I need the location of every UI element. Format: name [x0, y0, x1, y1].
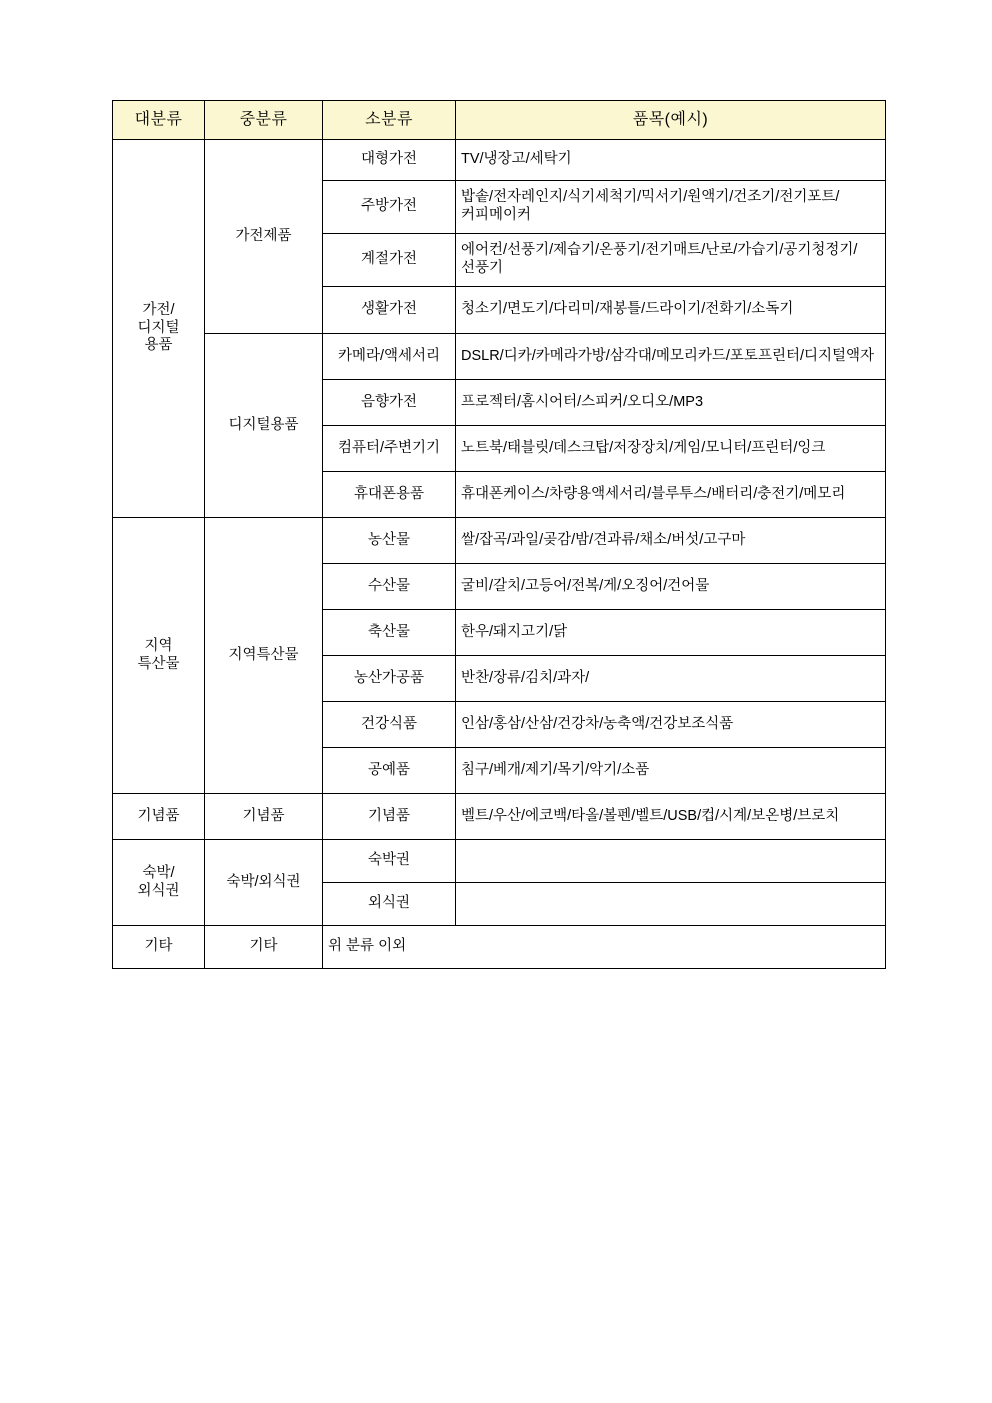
- cell-middle-category-1: 가전제품: [205, 140, 323, 334]
- cell-minor-category: 농산가공품: [323, 656, 456, 702]
- cell-minor-category: 공예품: [323, 748, 456, 794]
- cell-items: 인삼/홍삼/산삼/건강차/농축액/건강보조식품: [456, 702, 886, 748]
- cell-items: 프로젝터/홈시어터/스피커/오디오/MP3: [456, 380, 886, 426]
- cell-minor-category: 카메라/액세서리: [323, 334, 456, 380]
- cell-items: 쌀/잡곡/과일/곶감/밤/견과류/채소/버섯/고구마: [456, 518, 886, 564]
- cell-items: 노트북/태블릿/데스크탑/저장장치/게임/모니터/프린터/잉크: [456, 426, 886, 472]
- cell-minor-category: 음향가전: [323, 380, 456, 426]
- cell-minor-category: 주방가전: [323, 181, 456, 234]
- major-label-line1: 지역: [144, 637, 173, 654]
- cell-minor-category: 휴대폰용품: [323, 472, 456, 518]
- cell-major-category-2: [113, 518, 205, 794]
- table-row: [113, 518, 886, 564]
- cell-items: [456, 840, 886, 883]
- major-label-line2: 디지털: [137, 319, 180, 336]
- table-row: [113, 334, 886, 380]
- cell-major-category-5: 기타: [113, 926, 205, 969]
- cell-minor-category: 축산물: [323, 610, 456, 656]
- cell-minor-category: 대형가전: [323, 140, 456, 181]
- column-header-minor: 소분류: [323, 101, 456, 140]
- cell-major-category-1: [113, 140, 205, 518]
- cell-items: TV/냉장고/세탁기: [456, 140, 886, 181]
- cell-minor-category: 계절가전: [323, 234, 456, 287]
- cell-minor-category: 생활가전: [323, 287, 456, 334]
- major-label-line1: 숙박/: [142, 864, 175, 881]
- cell-items: [456, 883, 886, 926]
- column-header-middle: 중분류: [205, 101, 323, 140]
- cell-middle-category-2: 디지털용품: [205, 334, 323, 518]
- cell-major-category-4: [113, 840, 205, 926]
- column-header-items: 품목(예시): [456, 101, 886, 140]
- table-row: [113, 926, 886, 969]
- cell-items: 침구/베개/제기/목기/악기/소품: [456, 748, 886, 794]
- cell-other-span: 위 분류 이외: [323, 926, 886, 969]
- classification-table: [112, 100, 886, 969]
- cell-items: 한우/돼지고기/닭: [456, 610, 886, 656]
- cell-minor-category: 컴퓨터/주변기기: [323, 426, 456, 472]
- cell-minor-category: 건강식품: [323, 702, 456, 748]
- cell-items: 청소기/면도기/다리미/재봉틀/드라이기/전화기/소독기: [456, 287, 886, 334]
- table-header-row: [113, 101, 886, 140]
- cell-items: 벨트/우산/에코백/타올/볼펜/벨트/USB/컵/시계/보온병/브로치: [456, 794, 886, 840]
- cell-middle-category-6: 기타: [205, 926, 323, 969]
- cell-minor-category: 숙박권: [323, 840, 456, 883]
- cell-minor-category: 외식권: [323, 883, 456, 926]
- cell-items: 휴대폰케이스/차량용액세서리/블루투스/배터리/충전기/메모리: [456, 472, 886, 518]
- cell-major-category-3: 기념품: [113, 794, 205, 840]
- cell-items: 밥솥/전자레인지/식기세척기/믹서기/원액기/건조기/전기포트/커피메이커: [456, 181, 886, 234]
- cell-middle-category-4: 기념품: [205, 794, 323, 840]
- classification-table-wrapper: [112, 100, 885, 969]
- table-row: [113, 840, 886, 883]
- cell-middle-category-3: 지역특산물: [205, 518, 323, 794]
- table-body: [113, 140, 886, 969]
- major-label-line2: 외식권: [137, 882, 180, 899]
- major-label-line1: 가전/: [142, 301, 175, 318]
- cell-minor-category: 기념품: [323, 794, 456, 840]
- cell-minor-category: 농산물: [323, 518, 456, 564]
- cell-middle-category-5: 숙박/외식권: [205, 840, 323, 926]
- cell-items: 굴비/갈치/고등어/전복/게/오징어/건어물: [456, 564, 886, 610]
- cell-items: 에어컨/선풍기/제습기/온풍기/전기매트/난로/가습기/공기청정기/선풍기: [456, 234, 886, 287]
- table-row: [113, 140, 886, 181]
- major-label-line2: 특산물: [137, 655, 180, 672]
- cell-minor-category: 수산물: [323, 564, 456, 610]
- cell-items: DSLR/디카/카메라가방/삼각대/메모리카드/포토프린터/디지털액자: [456, 334, 886, 380]
- major-label-line3: 용품: [144, 337, 173, 354]
- cell-items: 반찬/장류/김치/과자/: [456, 656, 886, 702]
- column-header-major: 대분류: [113, 101, 205, 140]
- table-row: [113, 794, 886, 840]
